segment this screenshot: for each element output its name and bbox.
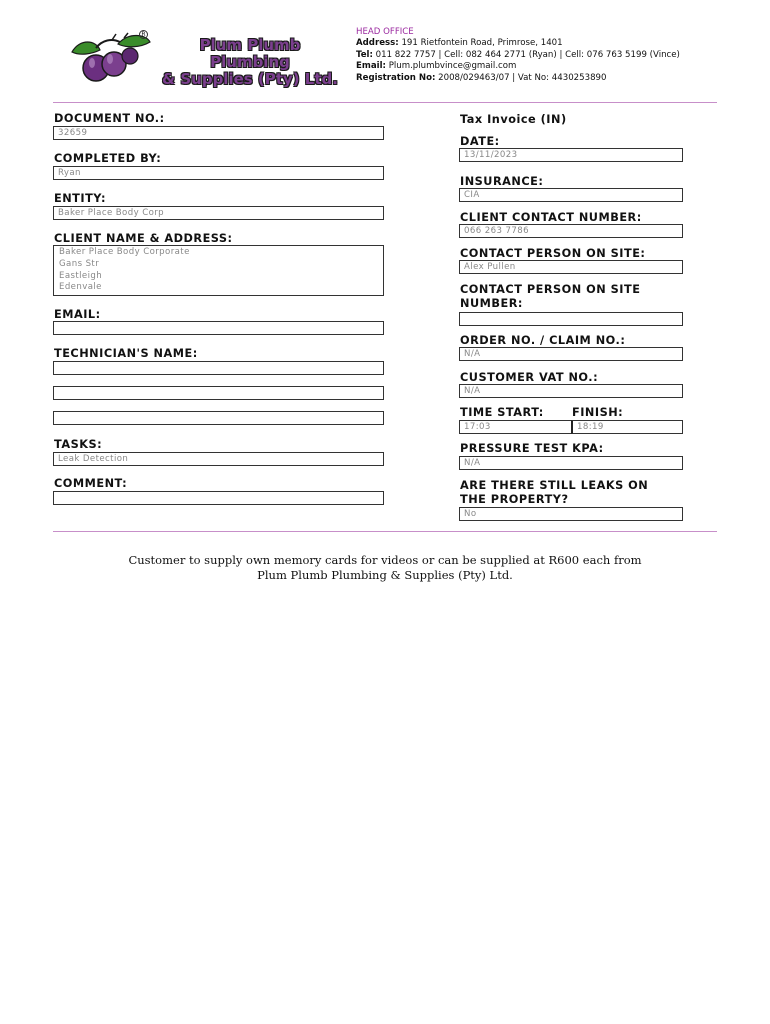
entity-label: ENTITY: bbox=[54, 192, 107, 205]
order-claim-no-label: ORDER NO. / CLAIM NO.: bbox=[460, 334, 626, 347]
office-registration: Registration No: 2008/029463/07 | Vat No: 4430253890 bbox=[356, 72, 607, 83]
client-name-address-field[interactable] bbox=[53, 245, 384, 296]
client-address-line: Edenvale bbox=[59, 282, 102, 293]
email-label: EMAIL: bbox=[54, 308, 101, 321]
email-field[interactable] bbox=[53, 321, 384, 335]
client-address-line: Eastleigh bbox=[59, 270, 103, 281]
office-address: Address: 191 Rietfontein Road, Primrose, 1401 bbox=[356, 38, 563, 49]
registered-mark-icon: R bbox=[139, 30, 148, 39]
customer-vat-no-field[interactable]: N/A bbox=[459, 384, 683, 398]
contact-person-number-field[interactable] bbox=[459, 312, 683, 326]
company-brand-name bbox=[162, 37, 338, 88]
comment-label: COMMENT: bbox=[54, 477, 128, 490]
date-label: DATE: bbox=[460, 135, 500, 148]
technician-name-field-1[interactable] bbox=[53, 361, 384, 375]
document-no-field[interactable]: 32659 bbox=[53, 126, 384, 140]
head-office-title: HEAD OFFICE bbox=[356, 27, 414, 37]
footer-line-2: Plum Plumb Plumbing & Supplies (Pty) Ltd. bbox=[257, 568, 513, 582]
brand-line-2: & Supplies (Pty) Ltd. bbox=[162, 70, 338, 88]
office-email: Email: Plum.plumbvince@gmail.com bbox=[356, 61, 517, 72]
technician-name-field-2[interactable] bbox=[53, 386, 384, 400]
client-address-line: Gans Str bbox=[59, 258, 100, 269]
tasks-label: TASKS: bbox=[54, 438, 103, 451]
order-claim-no-field[interactable]: N/A bbox=[459, 347, 683, 361]
leaks-answer-field[interactable]: No bbox=[459, 507, 683, 521]
pressure-test-label: PRESSURE TEST KPA: bbox=[460, 442, 604, 455]
leaks-question-label: ARE THERE STILL LEAKS ON THE PROPERTY? bbox=[460, 479, 649, 506]
client-contact-number-field[interactable]: 066 263 7786 bbox=[459, 224, 683, 238]
completed-by-label: COMPLETED BY: bbox=[54, 152, 162, 165]
document-no-label: DOCUMENT NO.: bbox=[54, 112, 165, 125]
client-name-address-label: CLIENT NAME & ADDRESS: bbox=[54, 232, 233, 245]
head-office-details bbox=[356, 27, 680, 84]
technician-name-field-3[interactable] bbox=[53, 411, 384, 425]
time-start-label: TIME START: bbox=[460, 406, 544, 419]
client-address-line: Baker Place Body Corporate bbox=[59, 247, 190, 257]
office-telephone: Tel: 011 822 7757 | Cell: 082 464 2771 (Ryan) | Cell: 076 763 5199 (Vince) bbox=[356, 49, 680, 60]
contact-person-field[interactable]: Alex Pullen bbox=[459, 260, 683, 274]
insurance-field[interactable]: CIA bbox=[459, 188, 683, 202]
contact-person-label: CONTACT PERSON ON SITE: bbox=[460, 247, 646, 260]
finish-label: FINISH: bbox=[572, 406, 624, 419]
entity-field[interactable]: Baker Place Body Corp bbox=[53, 206, 384, 220]
technician-name-label: TECHNICIAN'S NAME: bbox=[54, 347, 198, 360]
footer-line-1: Customer to supply own memory cards for videos or can be supplied at R600 each from bbox=[128, 553, 642, 567]
footer-note bbox=[60, 553, 710, 583]
footer-divider bbox=[53, 531, 717, 532]
tasks-field[interactable]: Leak Detection bbox=[53, 452, 384, 466]
insurance-label: INSURANCE: bbox=[460, 175, 544, 188]
date-field[interactable]: 13/11/2023 bbox=[459, 148, 683, 162]
header-divider bbox=[53, 102, 717, 103]
time-start-field[interactable]: 17:03 bbox=[459, 420, 572, 434]
completed-by-field[interactable]: Ryan bbox=[53, 166, 384, 180]
brand-line-1: Plum Plumb Plumbing bbox=[199, 36, 301, 71]
contact-person-number-label: CONTACT PERSON ON SITE NUMBER: bbox=[460, 283, 641, 310]
pressure-test-field[interactable]: N/A bbox=[459, 456, 683, 470]
client-contact-number-label: CLIENT CONTACT NUMBER: bbox=[460, 211, 642, 224]
document-type-title: Tax Invoice (IN) bbox=[460, 113, 567, 126]
comment-field[interactable] bbox=[53, 491, 384, 505]
customer-vat-no-label: CUSTOMER VAT NO.: bbox=[460, 371, 599, 384]
finish-field[interactable]: 18:19 bbox=[571, 420, 683, 434]
